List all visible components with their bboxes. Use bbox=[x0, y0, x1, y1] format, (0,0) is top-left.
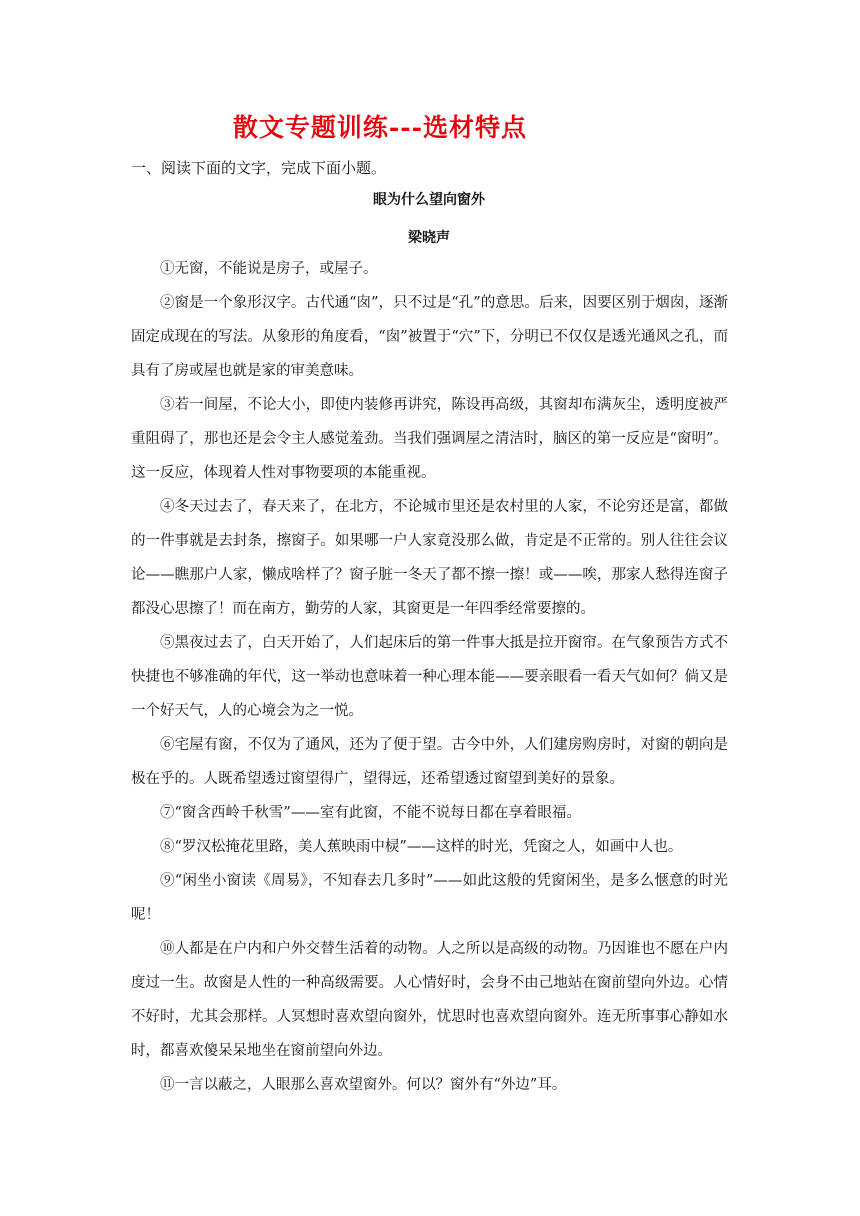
article-body bbox=[131, 252, 728, 1102]
paragraph-8: ⑧“罗汉松掩花里路，美人蕉映雨中棂”——这样的时光，凭窗之人，如画中人也。 bbox=[160, 839, 683, 855]
paragraph-7: ⑦“窗含西岭千秋雪”——室有此窗，不能不说每日都在享着眼福。 bbox=[160, 805, 581, 821]
paragraph-6: ⑥宅屋有窗，不仅为了通风，还为了便于望。古今中外，人们建房购房时，对窗的朝向是极在乎的。人既希望透过窗望得广，望得远，还希望透过窗望到美好的景象。 bbox=[131, 737, 728, 787]
paragraph-5: ⑤黑夜过去了，白天开始了，人们起床后的第一件事大抵是拉开窗帘。在气象预告方式不快捷也不够准确的年代，这一举动也意味着一种心理本能——要亲眼看一看天气如何？倘又是一个好天气，人的心境会为之一悦。 bbox=[131, 635, 728, 719]
paragraph-1: ①无窗，不能说是房子，或屋子。 bbox=[160, 261, 378, 277]
paragraph-10: ⑩人都是在户内和户外交替生活着的动物。人之所以是高级的动物。乃因谁也不愿在户内度过一生。故窗是人性的一种高级需要。人心情好时，会身不由己地站在窗前望向外边。心情不好时，尤其会那样。人冥想时喜欢望向窗外，忧思时也喜欢望向窗外。连无所事事心静如水时，都喜欢傻呆呆地坐在窗前望向外边。 bbox=[131, 941, 728, 1059]
paragraph-2: ②窗是一个象形汉字。古代通“囱”，只不过是“孔”的意思。后来，因要区别于烟囱，逐渐固定成现在的写法。从象形的角度看，“囱”被置于“穴”下，分明已不仅仅是透光通风之孔，而具有了房或屋也就是家的审美意味。 bbox=[131, 295, 728, 379]
paragraph-4: ④冬天过去了，春天来了，在北方，不论城市里还是农村里的人家，不论穷还是富，都做的一件事就是去封条，擦窗子。如果哪一户人家竟没那么做，肯定是不正常的。别人往往会议论——瞧那户人家，懒成啥样了？窗子脏一冬天了都不擦一擦！或——唉，那家人愁得连窗子都没心思擦了！而在南方，勤劳的人家，其窗更是一年四季经常要擦的。 bbox=[131, 499, 728, 617]
document-title: 散文专题训练---选材特点 bbox=[232, 113, 528, 142]
paragraph-3: ③若一间屋，不论大小，即使内装修再讲究，陈设再高级，其窗却布满灰尘，透明度被严重阻碍了，那也还是会令主人感觉羞劲。当我们强调屋之清洁时，脑区的第一反应是“窗明”。这一反应，体现着人性对事物要项的本能重视。 bbox=[131, 397, 728, 481]
article-author: 梁晓声 bbox=[408, 230, 450, 246]
paragraph-11: ⑪一言以蔽之，人眼那么喜欢望窗外。何以？窗外有“外边”耳。 bbox=[160, 1077, 567, 1093]
article-title: 眼为什么望向窗外 bbox=[373, 192, 485, 208]
paragraph-9: ⑨“闲坐小窗读《周易》，不知春去几多时”——如此这般的凭窗闲坐，是多么惬意的时光呢！ bbox=[131, 873, 728, 923]
section-heading: 一、阅读下面的文字，完成下面小题。 bbox=[131, 159, 387, 177]
